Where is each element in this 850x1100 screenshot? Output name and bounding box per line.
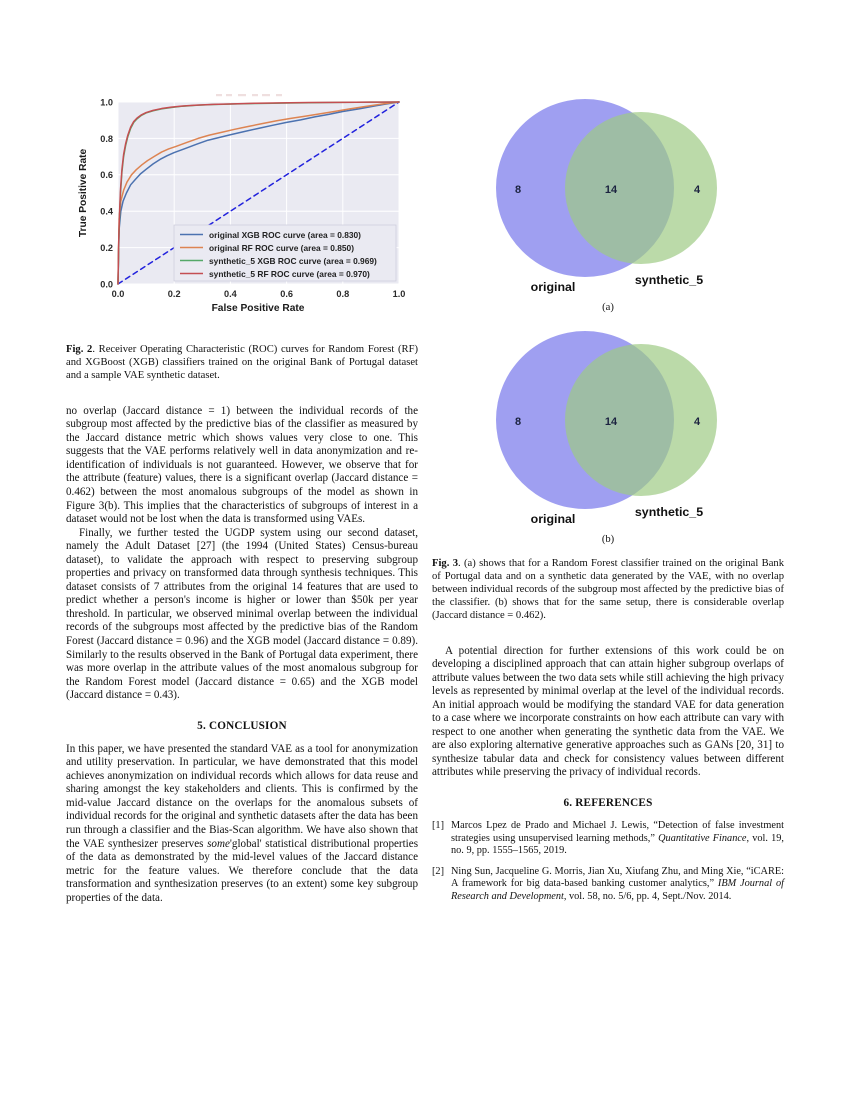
venn-a-count-intersection: 14 — [604, 184, 618, 196]
scan-artifact — [216, 94, 282, 96]
venn-a-label-original: original — [530, 280, 576, 294]
y-tick-3: 0.6 — [100, 170, 113, 181]
y-tick-1: 0.2 — [100, 243, 113, 253]
figure-3-panel-a — [432, 88, 784, 313]
y-tick-4: 0.8 — [100, 133, 113, 144]
left-column — [66, 88, 418, 905]
left-paragraph-3 — [66, 743, 418, 906]
x-tick-2: 0.4 — [224, 289, 237, 299]
figure-3-caption-text: . (a) shows that for a Random Forest classifier trained on the original Bank of Portugal data and on a synthetic data generated by the VAE, with no overlap between individual records of the subgroup most affected by the predictive bias of the classifier. (b) shows that for the same setup, there is considerable overlap (Jaccard distance = 0.462). — [432, 558, 784, 621]
venn-diagram-a-svg — [448, 88, 768, 298]
reference-text-b: , vol. 19, no. 9, pp. 1555–1565, 2019. — [451, 832, 784, 857]
legend-label-2: synthetic_5 XGB ROC curve (area = 0.969) — [209, 255, 377, 266]
reference-item — [432, 866, 784, 904]
x-tick-5: 1.0 — [392, 289, 406, 299]
figure-2-roc-chart — [66, 88, 418, 328]
reference-text-a: Marcos Lpez de Prado and Michael J. Lewis, “Detection of false investment strategies using unsupervised learning methods,” — [451, 820, 784, 844]
y-tick-0: 0.0 — [100, 279, 113, 290]
venn-b-count-right-only: 4 — [693, 416, 701, 428]
figure-2-caption — [66, 344, 418, 383]
figure-3-sublabel-a: (a) — [602, 302, 614, 313]
reference-number: [1] — [432, 820, 445, 831]
reference-journal: Quantitative Finance — [658, 832, 747, 844]
figure-3-sublabel-b: (b) — [601, 534, 615, 545]
legend-label-0: original XGB ROC curve (area = 0.830) — [209, 229, 361, 240]
figure-3-caption — [432, 558, 784, 623]
y-tick-5: 1.0 — [100, 97, 113, 108]
venn-b-label-synthetic: synthetic_5 — [634, 505, 704, 519]
legend-label-3: synthetic_5 RF ROC curve (area = 0.970) — [209, 268, 370, 279]
reference-text — [451, 866, 784, 904]
reference-text-b: , vol. 58, no. 5/6, pp. 4, Sept./Nov. 2014. — [563, 890, 732, 902]
x-tick-3: 0.6 — [280, 289, 293, 299]
x-axis-title: False Positive Rate — [211, 303, 305, 314]
x-axis-tick-labels — [112, 289, 406, 299]
legend-label-1: original RF ROC curve (area = 0.850) — [209, 242, 354, 253]
legend-entry-2 — [180, 256, 377, 266]
reference-journal: IBM Journal of Research and Development — [451, 878, 784, 902]
x-tick-0: 0.0 — [111, 289, 125, 299]
spacer-before-right-body — [432, 623, 784, 645]
reference-text — [451, 820, 784, 858]
spacer-after-fig2 — [66, 328, 418, 344]
venn-a-label-synthetic: synthetic_5 — [634, 273, 704, 287]
left-paragraph-3b: 'global' statistical distributional properties of the data as demonstrated by the mid-level values of the Jaccard distance metric for the feature values. We therefore conclude that the data transformation and synthesization preserves (to an extent) some key subgroup properties of the data. — [66, 837, 419, 904]
right-column — [432, 88, 784, 912]
figure-3-panel-b — [432, 320, 784, 545]
x-tick-1: 0.2 — [167, 289, 181, 299]
figure-3-caption-label: Fig. 3 — [432, 558, 458, 569]
chart-legend — [174, 225, 396, 281]
references-heading: 6. REFERENCES — [563, 797, 653, 809]
y-tick-2: 0.4 — [100, 206, 113, 217]
reference-text-a: Ning Sun, Jacqueline G. Morris, Jian Xu, Xiufang Zhu, and Ming Xie, “iCARE: A framework for big data-based banking customer analytics,” — [451, 865, 784, 890]
venn-b-count-left-only: 8 — [514, 416, 522, 428]
references-list — [432, 820, 784, 904]
left-paragraph-3-italic: some — [207, 837, 230, 850]
spacer-before-body — [66, 383, 418, 405]
right-paragraph-1: A potential direction for further extensions of this work could be on developing a disciplined approach that can attain higher subgroup overlaps of attribute values between the two data sets while still achieving the high privacy levels as represented by minimal overlap at the level of the individual records. An initial approach would be modifying the standard VAE for data generation to a case where we incorporate constraints on how each attribute can vary with respect to one another when generating the synthetic data from the VAE. We are also exploring alternative generative approaches such as GANs [20, 31] to synthesize tabular data and check for consistency values between different attributes while preserving the privacy of individual records. — [432, 644, 784, 779]
venn-diagram-b-svg — [448, 320, 768, 530]
figure-2-caption-text: . Receiver Operating Characteristic (ROC) curves for Random Forest (RF) and XGBoost (XGB) classifiers trained on the original Bank of Portugal dataset and a sample VAE synthetic dataset. — [66, 344, 418, 381]
venn-a-count-left-only: 8 — [514, 184, 522, 196]
roc-chart-svg — [66, 88, 418, 328]
legend-entry-3 — [180, 269, 370, 279]
left-paragraph-1: no overlap (Jaccard distance = 1) between the individual records of the subgroup most affected by the predictive bias of the classifier as measured by the Jaccard distance metric which shows values very close to one. This suggests that the VAE performs relatively well in data anonymization and re-identification of individuals is not guaranteed. However, we observe that for the attribute (feature) values, there is a significant overlap (Jaccard distance = 0.462) between the most anomalous subgroups of the model as shown in Figure 3(b). This implies that the characteristics of subgroups of interest in a dataset would not be lost when the data is transformed using VAEs. — [66, 404, 418, 526]
figure-2-caption-label: Fig. 2 — [66, 344, 93, 355]
y-axis-title: True Positive Rate — [78, 148, 89, 238]
venn-b-label-original: original — [530, 512, 576, 526]
left-paragraph-3a: In this paper, we have presented the standard VAE as a tool for anonymization and utility preservation. In particular, we have demonstrated that this model achieves anonymization on individual records which allows for data reuse and sharing amongst the key stakeholders and clients. This is confirmed by the mid-value Jaccard distance on the overlaps for the anomalous subsets of individual records for the original and synthetic datasets after the data has been run through a classifier and the Bias-Scan algorithm. We have also shown that the VAE synthesizer preserves — [66, 742, 418, 850]
x-tick-4: 0.8 — [336, 289, 350, 299]
reference-number: [2] — [432, 865, 445, 877]
venn-b-count-intersection: 14 — [604, 416, 618, 428]
left-paragraph-2: Finally, we further tested the UGDP system using our second dataset, namely the Adult Dataset [27] (the 1994 (United States) Census-bureau dataset), to validate the approach with respect to preserving subgroup properties and privacy on transformed data through synthesis techniques. This dataset consists of 7 attributes from the original 14 features that are used to predict whether a person's income is higher or lower than $50k per year threshold. In particular, we observed minimal overlap between the individual records of the subgroups most affected by the predictive bias of the Random Forest (Jaccard distance = 0.96) and the XGB model (Jaccard distance = 0.89). Similarly to the results observed in the Bank of Portugal data experiment, there was more overlap in the attribute values of the most anomalous subgroup for the Random Forest model (Jaccard distance = 0.65) and the XGB model (Jaccard distance = 0.43). — [66, 526, 418, 702]
y-axis-tick-labels — [100, 97, 114, 289]
venn-a-count-right-only: 4 — [693, 184, 701, 196]
reference-item — [432, 820, 784, 858]
conclusion-heading: 5. CONCLUSION — [197, 719, 287, 732]
